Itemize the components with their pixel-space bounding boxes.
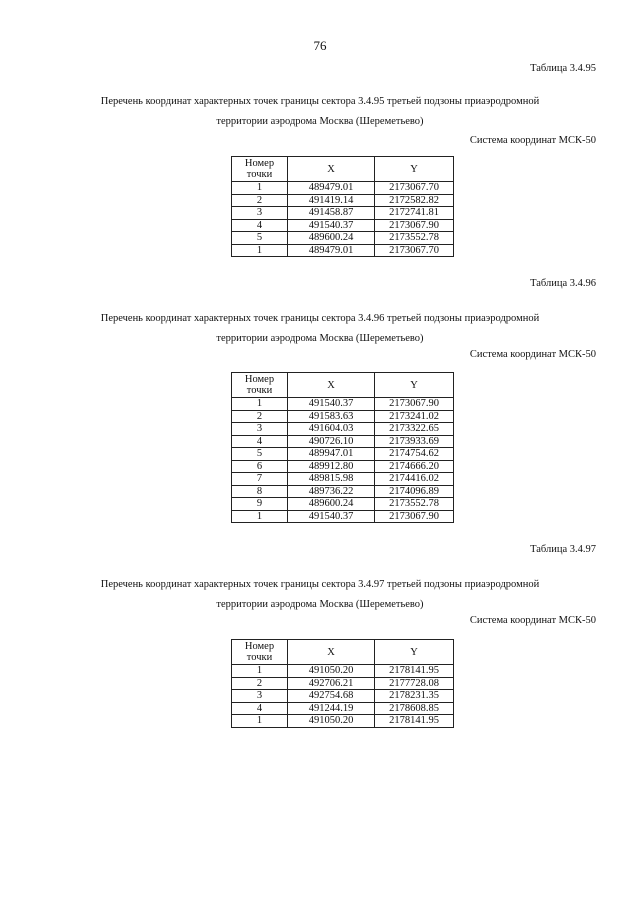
table-row (232, 460, 454, 473)
cell-point-number: 4 (232, 219, 288, 232)
table-row (232, 715, 454, 728)
cell-x: 491419.14 (288, 194, 375, 207)
cell-y: 2173067.70 (375, 244, 454, 257)
table-row (232, 702, 454, 715)
header-y: Y (375, 640, 454, 665)
cell-point-number: 1 (232, 715, 288, 728)
cell-x: 489479.01 (288, 244, 375, 257)
cell-y: 2174666.20 (375, 460, 454, 473)
table-row (232, 498, 454, 511)
cell-point-number: 7 (232, 473, 288, 486)
cell-point-number: 1 (232, 665, 288, 678)
cell-x: 491604.03 (288, 423, 375, 436)
cell-y: 2173552.78 (375, 498, 454, 511)
coordinate-system: Система координат МСК-50 (469, 349, 596, 360)
cell-x: 489912.80 (288, 460, 375, 473)
cell-x: 491583.63 (288, 410, 375, 423)
table-row (232, 182, 454, 195)
table-row (232, 232, 454, 245)
table-row (232, 485, 454, 498)
coordinate-system: Система координат МСК-50 (469, 615, 596, 626)
cell-point-number: 2 (232, 677, 288, 690)
cell-y: 2173067.90 (375, 398, 454, 411)
table-header-row (232, 373, 454, 398)
coordinates-table (231, 156, 454, 257)
cell-point-number: 3 (232, 423, 288, 436)
coordinates-table (231, 372, 454, 523)
table-row (232, 510, 454, 523)
cell-y: 2178608.85 (375, 702, 454, 715)
cell-x: 492706.21 (288, 677, 375, 690)
cell-x: 489815.98 (288, 473, 375, 486)
cell-y: 2174416.02 (375, 473, 454, 486)
cell-point-number: 1 (232, 244, 288, 257)
table-row (232, 398, 454, 411)
cell-y: 2173933.69 (375, 435, 454, 448)
cell-x: 491540.37 (288, 219, 375, 232)
cell-point-number: 3 (232, 207, 288, 220)
table-row (232, 435, 454, 448)
table-label: Таблица 3.4.95 (530, 63, 596, 74)
cell-x: 489736.22 (288, 485, 375, 498)
cell-y: 2173067.70 (375, 182, 454, 195)
table-row (232, 207, 454, 220)
cell-point-number: 4 (232, 435, 288, 448)
table-title-line1: Перечень координат характерных точек границы сектора 3.4.95 третьей подзоны приаэродромной (100, 96, 540, 107)
cell-point-number: 1 (232, 510, 288, 523)
cell-y: 2173322.65 (375, 423, 454, 436)
cell-x: 491050.20 (288, 665, 375, 678)
cell-point-number: 8 (232, 485, 288, 498)
table-label: Таблица 3.4.96 (530, 278, 596, 289)
cell-point-number: 5 (232, 232, 288, 245)
cell-x: 491244.19 (288, 702, 375, 715)
header-y: Y (375, 157, 454, 182)
cell-x: 491458.87 (288, 207, 375, 220)
table-header-row (232, 640, 454, 665)
cell-point-number: 1 (232, 182, 288, 195)
table-title-line2: территории аэродрома Москва (Шереметьево) (216, 599, 424, 610)
header-point-number: Номер точки (232, 157, 288, 182)
table-row (232, 194, 454, 207)
cell-point-number: 2 (232, 194, 288, 207)
cell-y: 2172582.82 (375, 194, 454, 207)
cell-x: 490726.10 (288, 435, 375, 448)
table-row (232, 410, 454, 423)
cell-y: 2172741.81 (375, 207, 454, 220)
table-title-line2: территории аэродрома Москва (Шереметьево) (216, 333, 424, 344)
cell-point-number: 1 (232, 398, 288, 411)
coordinate-system: Система координат МСК-50 (469, 135, 596, 146)
cell-y: 2174096.89 (375, 485, 454, 498)
cell-x: 491050.20 (288, 715, 375, 728)
cell-y: 2174754.62 (375, 448, 454, 461)
cell-point-number: 6 (232, 460, 288, 473)
cell-x: 489600.24 (288, 498, 375, 511)
cell-y: 2178141.95 (375, 665, 454, 678)
cell-y: 2178141.95 (375, 715, 454, 728)
cell-x: 489479.01 (288, 182, 375, 195)
header-y: Y (375, 373, 454, 398)
header-x: X (288, 373, 375, 398)
cell-y: 2173241.02 (375, 410, 454, 423)
cell-x: 491540.37 (288, 398, 375, 411)
header-x: X (288, 157, 375, 182)
table-row (232, 219, 454, 232)
table-label: Таблица 3.4.97 (530, 544, 596, 555)
cell-point-number: 3 (232, 690, 288, 703)
table-row (232, 677, 454, 690)
header-x: X (288, 640, 375, 665)
page-number: 76 (313, 38, 327, 53)
cell-point-number: 4 (232, 702, 288, 715)
table-row (232, 448, 454, 461)
table-row (232, 423, 454, 436)
cell-point-number: 2 (232, 410, 288, 423)
cell-x: 492754.68 (288, 690, 375, 703)
cell-point-number: 5 (232, 448, 288, 461)
cell-y: 2173552.78 (375, 232, 454, 245)
cell-y: 2173067.90 (375, 510, 454, 523)
coordinates-table (231, 639, 454, 728)
cell-y: 2173067.90 (375, 219, 454, 232)
table-row (232, 473, 454, 486)
cell-point-number: 9 (232, 498, 288, 511)
header-point-number: Номер точки (232, 640, 288, 665)
table-row (232, 665, 454, 678)
cell-y: 2177728.08 (375, 677, 454, 690)
cell-x: 491540.37 (288, 510, 375, 523)
cell-x: 489947.01 (288, 448, 375, 461)
table-header-row (232, 157, 454, 182)
header-point-number: Номер точки (232, 373, 288, 398)
table-row (232, 690, 454, 703)
table-title-line2: территории аэродрома Москва (Шереметьево) (216, 116, 424, 127)
cell-y: 2178231.35 (375, 690, 454, 703)
cell-x: 489600.24 (288, 232, 375, 245)
table-title-line1: Перечень координат характерных точек границы сектора 3.4.97 третьей подзоны приаэродромной (100, 579, 540, 590)
table-row (232, 244, 454, 257)
table-title-line1: Перечень координат характерных точек границы сектора 3.4.96 третьей подзоны приаэродромной (100, 313, 540, 324)
